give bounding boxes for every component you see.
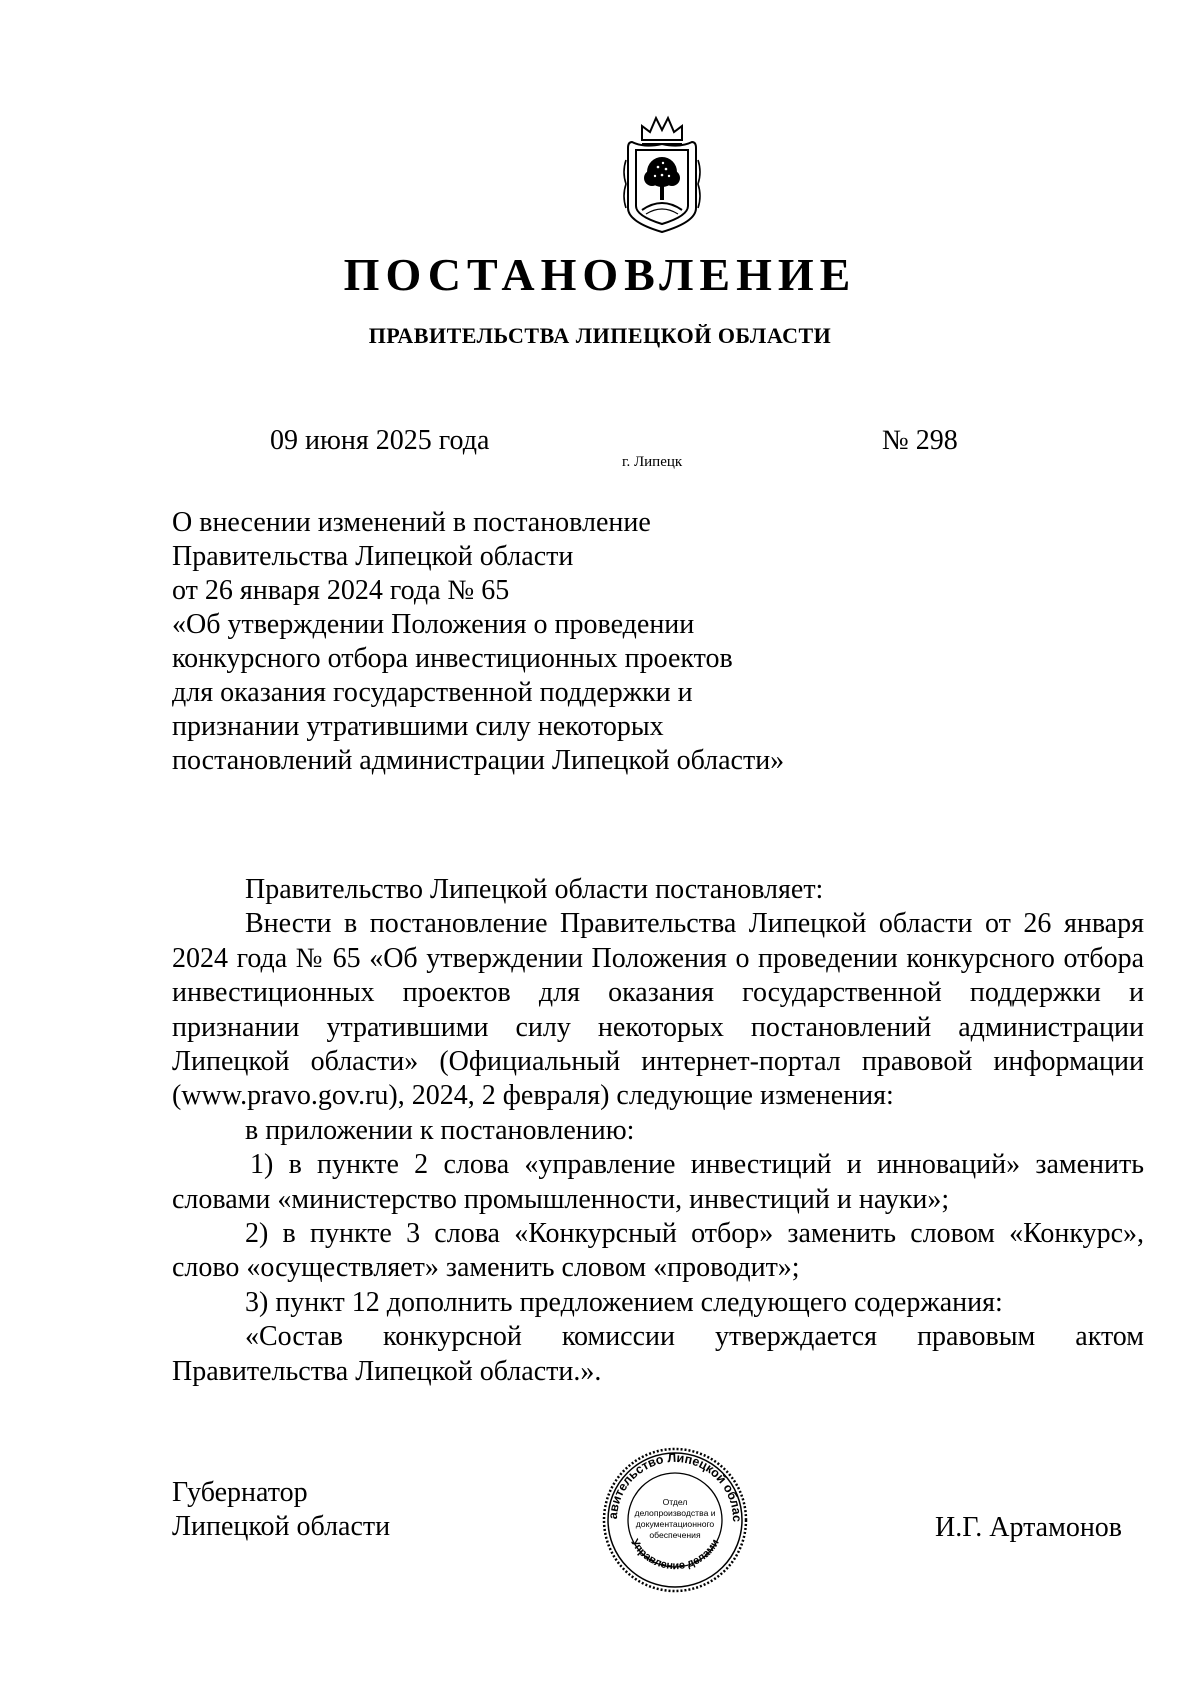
body-paragraph: в приложении к постановлению: <box>245 1114 635 1146</box>
coat-of-arms-emblem <box>620 112 704 236</box>
heading-line: Правительства Липецкой области <box>172 541 574 572</box>
signatory-position <box>172 1476 390 1544</box>
seal-center-line: делопроизводства и <box>634 1508 716 1518</box>
document-title: ПОСТАНОВЛЕНИЕ <box>343 249 857 300</box>
body-paragraph: «Состав конкурсной комиссии утверждается правовым актом Правительства Липецкой области.». <box>172 1321 1144 1387</box>
seal-outer-text: авительство Липецкой облас <box>605 1450 745 1523</box>
heading-line: О внесении изменений в постановление <box>172 507 651 538</box>
seal-center-line: обеспечения <box>649 1530 701 1540</box>
document-body <box>172 873 1144 1389</box>
seal-center-line: Отдел <box>662 1497 688 1507</box>
document-subtitle: ПРАВИТЕЛЬСТВА ЛИПЕЦКОЙ ОБЛАСТИ <box>368 323 832 348</box>
body-paragraph: Внести в постановление Правительства Липецкой области от 26 января 2024 года № 65 «Об утверждении Положения о проведении конкурсного отбора инвестиционных проектов для оказания государственной поддержки и признании утратившими силу некоторых постановлений администрации Липецкой области» (Официальный интернет-портал правовой информации (www.pravo.gov.ru), 2024, 2 февраля) следующие изменения: <box>172 908 1144 1112</box>
document-heading <box>172 506 892 778</box>
body-paragraph: 3) пункт 12 дополнить предложением следующего содержания: <box>245 1286 1003 1318</box>
document-date: 09 июня 2025 года <box>270 425 490 456</box>
document-place: г. Липецк <box>622 454 683 470</box>
heading-line: от 26 января 2024 года № 65 <box>172 575 510 606</box>
body-paragraph: 1) в пункте 2 слова «управление инвестиций и инноваций» заменить словами «министерство промышленности, инвестиций и науки»; <box>172 1149 1144 1215</box>
signatory-name: И.Г. Артамонов <box>935 1512 1123 1543</box>
heading-line: признании утратившими силу некоторых <box>172 711 664 742</box>
heading-line: для оказания государственной поддержки и <box>172 677 693 708</box>
heading-line: конкурсного отбора инвестиционных проектов <box>172 643 733 674</box>
body-paragraph: 2) в пункте 3 слова «Конкурсный отбор» заменить словом «Конкурс», слово «осуществляет» заменить словом «проводит»; <box>172 1218 1144 1284</box>
document-number: № 298 <box>882 425 958 456</box>
svg-text:Управление делами <box>628 1537 721 1572</box>
signatory-position-line: Губернатор <box>172 1477 308 1508</box>
heading-line: постановлений администрации Липецкой области» <box>172 745 785 776</box>
seal-center-line: документационного <box>635 1519 715 1529</box>
heading-line: «Об утверждении Положения о проведении <box>172 609 695 640</box>
signatory-position-line: Липецкой области <box>172 1511 391 1542</box>
seal-bottom-text: Управление делами <box>628 1537 722 1573</box>
official-seal <box>600 1445 750 1595</box>
body-intro: Правительство Липецкой области постановляет: <box>245 874 824 905</box>
